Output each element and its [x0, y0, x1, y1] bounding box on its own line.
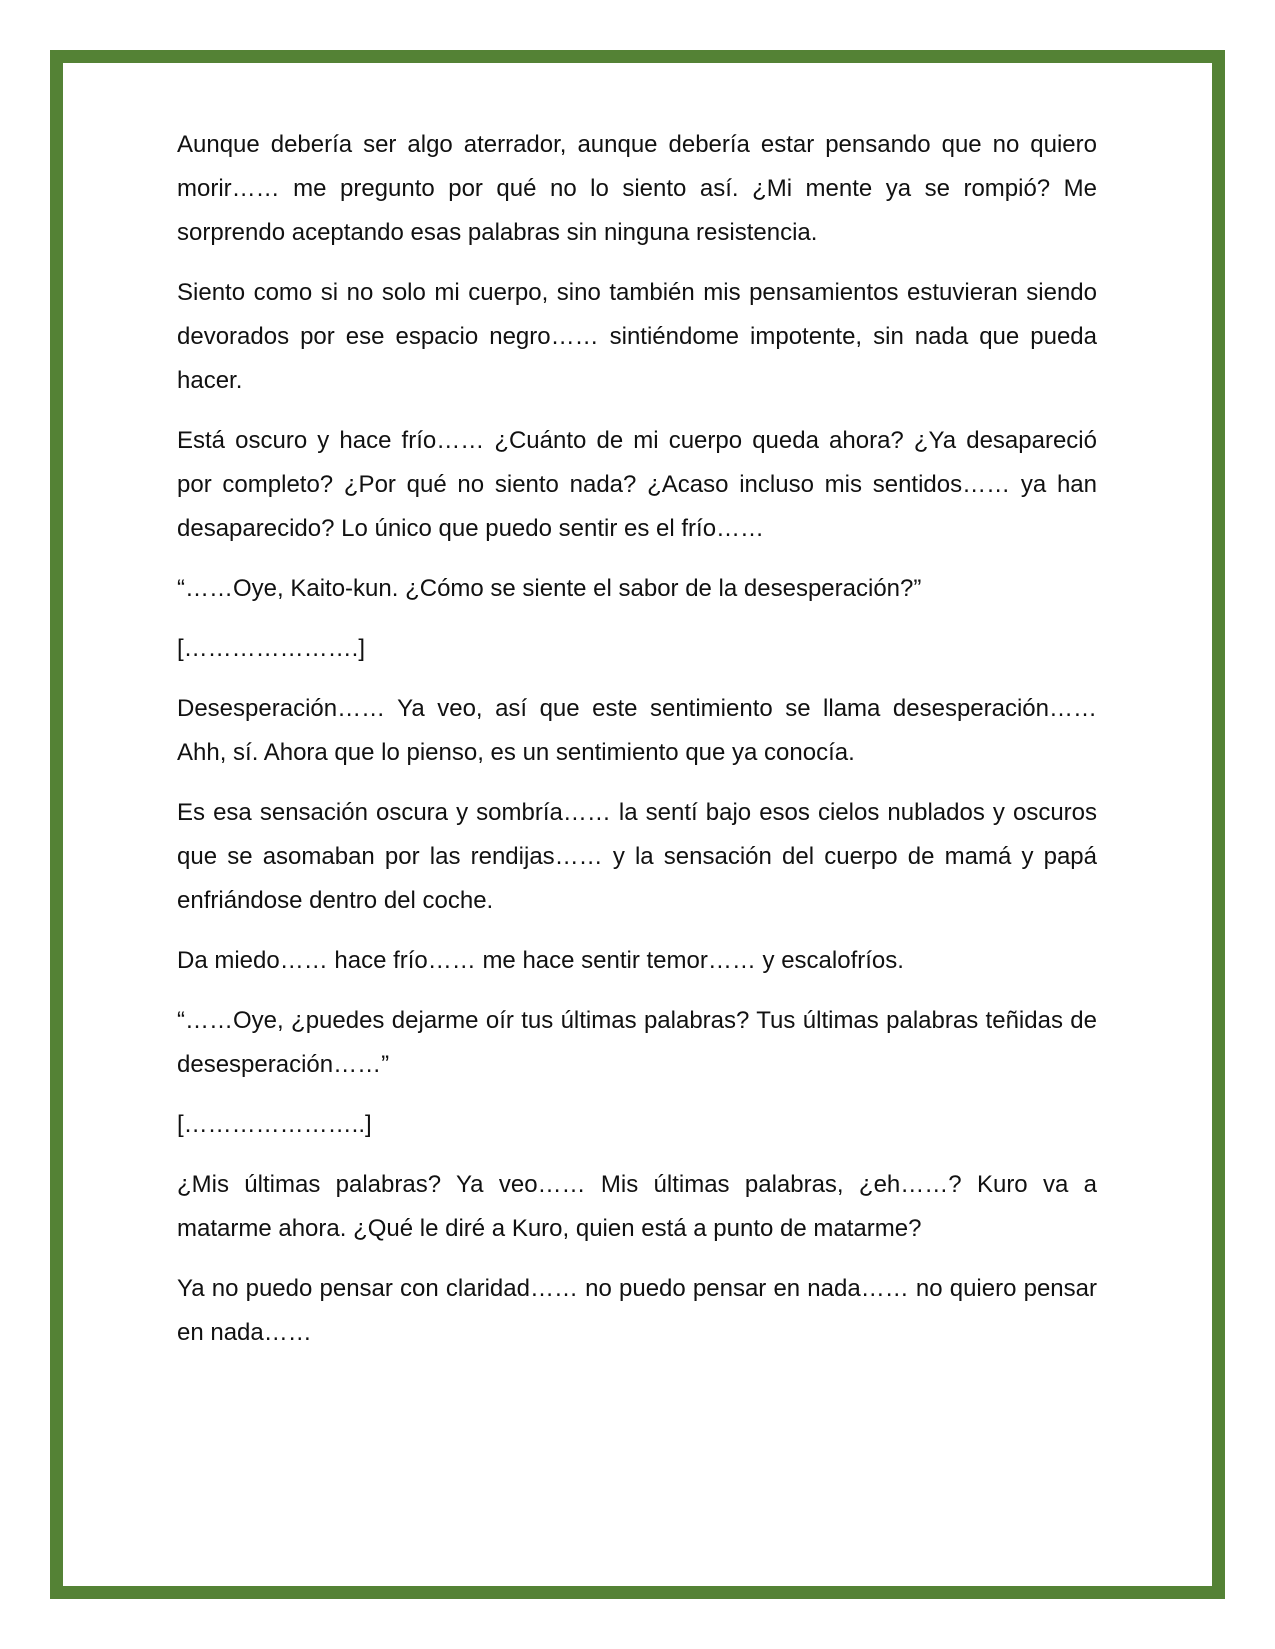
dialogue-line-2: “……Oye, ¿puedes dejarme oír tus últimas palabras? Tus últimas palabras teñidas de desesperación……” [177, 1007, 1097, 1078]
page-text-body [177, 123, 1097, 1371]
paragraph-8: Ya no puedo pensar con claridad…… no puedo pensar en nada…… no quiero pensar en nada…… [177, 1275, 1097, 1346]
paragraph-5: Es esa sensación oscura y sombría…… la sentí bajo esos cielos nublados y oscuros que se asomaban por las rendijas…… y la sensación del cuerpo de mamá y papá enfriándose dentro del coche. [177, 799, 1097, 914]
paragraph-3: Está oscuro y hace frío…… ¿Cuánto de mi cuerpo queda ahora? ¿Ya desapareció por completo? ¿Por qué no siento nada? ¿Acaso incluso mis sentidos…… ya han desaparecido? Lo único que puedo sentir es el frío…… [177, 427, 1097, 542]
dialogue-line-1: “……Oye, Kaito-kun. ¿Cómo se siente el sabor de la desesperación?” [177, 575, 922, 602]
paragraph-6: Da miedo…… hace frío…… me hace sentir temor…… y escalofríos. [177, 947, 904, 974]
silence-bracket-2: […………………..] [177, 1111, 372, 1138]
paragraph-1: Aunque debería ser algo aterrador, aunque debería estar pensando que no quiero morir…… me pregunto por qué no lo siento así. ¿Mi mente ya se rompió? Me sorprendo aceptando esas palabras sin ninguna resistencia. [177, 131, 1097, 246]
paragraph-4: Desesperación…… Ya veo, así que este sentimiento se llama desesperación…… Ahh, sí. Ahora que lo pienso, es un sentimiento que ya conocía. [177, 695, 1097, 766]
paragraph-2: Siento como si no solo mi cuerpo, sino también mis pensamientos estuvieran siendo devorados por ese espacio negro…… sintiéndome impotente, sin nada que pueda hacer. [177, 279, 1097, 394]
paragraph-7: ¿Mis últimas palabras? Ya veo…… Mis últimas palabras, ¿eh……? Kuro va a matarme ahora. ¿Qué le diré a Kuro, quien está a punto de matarme? [177, 1171, 1097, 1242]
silence-bracket-1: [………………….] [177, 635, 366, 662]
